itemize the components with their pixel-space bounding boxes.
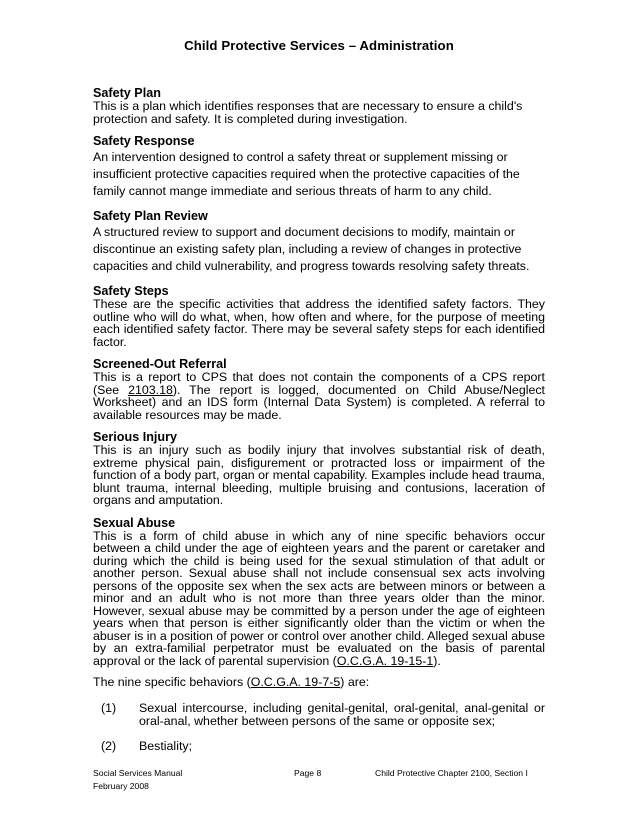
definition-safety-steps: [93, 284, 545, 348]
term-heading: Safety Plan: [93, 86, 161, 100]
statute-link-19-7-5[interactable]: O.C.G.A. 19-7-5: [250, 675, 341, 689]
behaviors-intro: [93, 675, 545, 689]
term-definition: This is an injury such as bodily injury that involves substantial risk of death, extreme physical pain, disfigurement or protracted loss or impairment of the function of a body part, organ or mental capability. Examples include head trauma, blunt trauma, internal bleeding, multiple bruising and contusions, laceration of organs and amputation.: [93, 443, 545, 507]
definition-text: This is a form of child abuse in which any of nine specific behaviors occur between a child under the age of eighteen years and the parent or caretaker and during which the child is being used for the sexual stimulation of that adult or another person. Sexual abuse shall not include consensual sex acts involving persons of the opposite sex when the sex acts are between minors or between a minor and an adult who is not more than three years older than the minor. However, sexual abuse may be committed by a person under the age of eighteen years when that person is either significantly older than the victim or when the abuser is in a position of power or control over another child. Alleged sexual abuse by an extra-familial perpetrator must be evaluated on the basis of parental approval or the lack of parental supervision (: [93, 528, 545, 668]
term-definition: An intervention designed to control a safety threat or supplement missing or insufficient protective capacities required when the protective capacities of the family cannot mange immediate and serious threats of harm to any child.: [93, 150, 520, 198]
term-heading: Screened-Out Referral: [93, 357, 227, 371]
term-definition: [93, 530, 545, 668]
footer-chapter: Child Protective Chapter 2100, Section I: [375, 768, 528, 778]
statute-link-19-15-1[interactable]: O.C.G.A. 19-15-1: [336, 653, 434, 668]
footer-page-number: Page 8: [294, 768, 322, 778]
intro-text: ) are:: [340, 675, 370, 689]
definition-safety-response: [93, 134, 545, 200]
term-definition: These are the specific activities that address the identified safety factors. They outline who will do what, when, how often and where, for the purpose of meeting each identified safety factor. There may be several safety steps for each identified factor.: [93, 297, 545, 349]
definition-safety-plan-review: [93, 209, 545, 275]
document-body: [93, 86, 545, 766]
list-item-number: (1): [101, 701, 117, 715]
footer-left: [93, 767, 182, 793]
term-heading: Safety Response: [93, 134, 195, 148]
definition-sexual-abuse: [93, 516, 545, 668]
term-definition: This is a plan which identifies responses that are necessary to ensure a child's protection and safety. It is completed during investigation.: [93, 99, 523, 126]
list-item-text: Bestiality;: [139, 739, 193, 753]
definition-serious-injury: [93, 430, 545, 507]
footer-manual-name: Social Services Manual: [93, 768, 183, 778]
list-item: [93, 702, 545, 727]
term-definition: [93, 371, 545, 421]
term-heading: Safety Plan Review: [93, 209, 208, 223]
list-item-number: (2): [101, 739, 117, 753]
policy-link-2103-18[interactable]: 2103.18: [128, 382, 173, 397]
definition-safety-plan: [93, 86, 545, 125]
definition-screened-out-referral: [93, 357, 545, 421]
intro-text: The nine specific behaviors (: [93, 675, 251, 689]
list-item: [93, 740, 545, 753]
definition-text: ).: [433, 653, 441, 668]
page-title: Child Protective Services – Administration: [184, 38, 454, 53]
definition-text: This is a report to CPS that does not contain the components of a CPS report (See: [93, 370, 545, 397]
definition-text: ). The report is logged, documented on Child Abuse/Neglect Worksheet) and an IDS form (Internal Data System) is completed. A referral to available resources may be made.: [93, 382, 545, 422]
term-definition: A structured review to support and document decisions to modify, maintain or discontinue an existing safety plan, including a review of changes in protective capacities and child vulnerability, and progress towards resolving safety threats.: [93, 225, 530, 273]
term-heading: Safety Steps: [93, 284, 169, 298]
term-heading: Serious Injury: [93, 430, 177, 444]
footer-date: February 2008: [93, 781, 149, 791]
term-heading: Sexual Abuse: [93, 515, 176, 530]
list-item-text: Sexual intercourse, including genital-genital, oral-genital, anal-genital or oral-anal, whether between persons of the same or opposite sex;: [139, 701, 545, 728]
